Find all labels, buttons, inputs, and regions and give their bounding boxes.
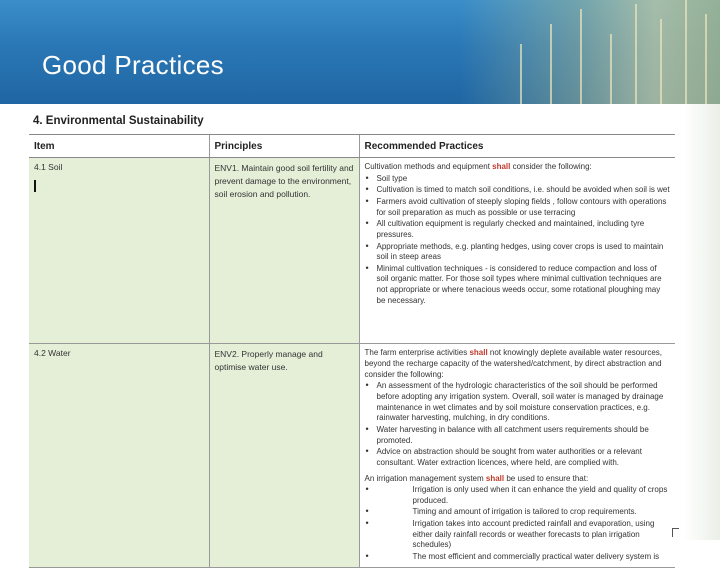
column-header-practices: Recommended Practices [359,135,675,158]
practice-item: • Timing and amount of irrigation is tailored to crop requirements. [365,507,671,518]
section-heading: 4. Environmental Sustainability [33,115,204,127]
title-banner [0,0,720,104]
keyword-highlight: shall [469,348,488,357]
keyword-highlight: shall [485,474,505,484]
principle-cell [209,158,359,344]
practice-item: • Soil type [365,174,671,185]
practice-item: • Irrigation takes into account predicted rainfall and evaporation, using either daily rainfall records or weather forecasts to plan irrigation schedules) [365,519,671,551]
principle-text: ENV1. Maintain good soil fertility and prevent damage to the environment, soil erosion and pollution. [214,163,354,199]
principle-cell [209,344,359,568]
practice-list [365,174,671,307]
practices-table [29,134,675,568]
practice-intro: The farm enterprise activities shall not knowingly deplete available water resources, beyond the recharge capacity of the watershed/catchment, by direct abstraction and consider the following: [364,348,662,379]
practice-subhead: An irrigation management system shall be used to ensure that: [364,474,589,484]
practice-item: • Farmers avoid cultivation of steeply sloping fields , follow contours with operations for soil preparation as much as possible or use terracing [365,197,671,218]
column-header-principles: Principles [209,135,359,158]
practices-cell [359,158,675,344]
item-cell [29,158,209,344]
decorative-side [684,104,720,540]
practice-item: • Advice on abstraction should be sought from water authorities or a relevant consultant. Water extraction licences, where held, are complied with. [365,447,671,468]
sub-practice-list [365,485,671,562]
table-header-row [29,135,675,158]
practice-item: • The most efficient and commercially practical water delivery system is [365,552,671,563]
practice-item: • Minimal cultivation techniques - is considered to reduce compaction and loss of soil organic matter. For those soil types where minimal cultivation techniques are not appropriate or where tenacious weeds occur, some rotational ploughing may be necessary. [365,264,671,307]
wheat-image [460,0,720,104]
table-row-water [29,344,675,568]
item-label: 4.2 Water [34,348,71,358]
practice-item: • Irrigation is only used when it can enhance the yield and quality of crops produced. [365,485,671,506]
keyword-highlight: shall [492,162,511,171]
practice-item: • Appropriate methods, e.g. planting hedges, using cover crops is used to maintain soil in steep areas [365,242,671,263]
table-row-soil [29,158,675,344]
column-header-item: Item [29,135,209,158]
page-corner-mark [672,528,679,537]
practice-list [365,381,671,468]
item-label: 4.1 Soil [34,162,63,172]
practice-item: • An assessment of the hydrologic characteristics of the soil should be performed before adopting any irrigation system. Overall, soil water is managed by drainage maintenance in wet climates and by soil moisture conservation practices, e.g. rainwater harvesting, mulching, in dry conditions. [365,381,671,424]
practice-item: • Water harvesting in balance with all catchment users requirements should be promoted. [365,425,671,446]
practice-intro: Cultivation methods and equipment shall consider the following: [364,162,592,171]
practice-item: • All cultivation equipment is regularly checked and maintained, including tyre pressures. [365,219,671,240]
principle-text: ENV2. Properly manage and optimise water use. [214,349,323,372]
item-cell [29,344,209,568]
practices-cell [359,344,675,568]
slide-title: Good Practices [42,50,224,80]
practice-item: • Cultivation is timed to match soil conditions, i.e. should be avoided when soil is wet [365,185,671,196]
text-cursor [34,180,36,192]
